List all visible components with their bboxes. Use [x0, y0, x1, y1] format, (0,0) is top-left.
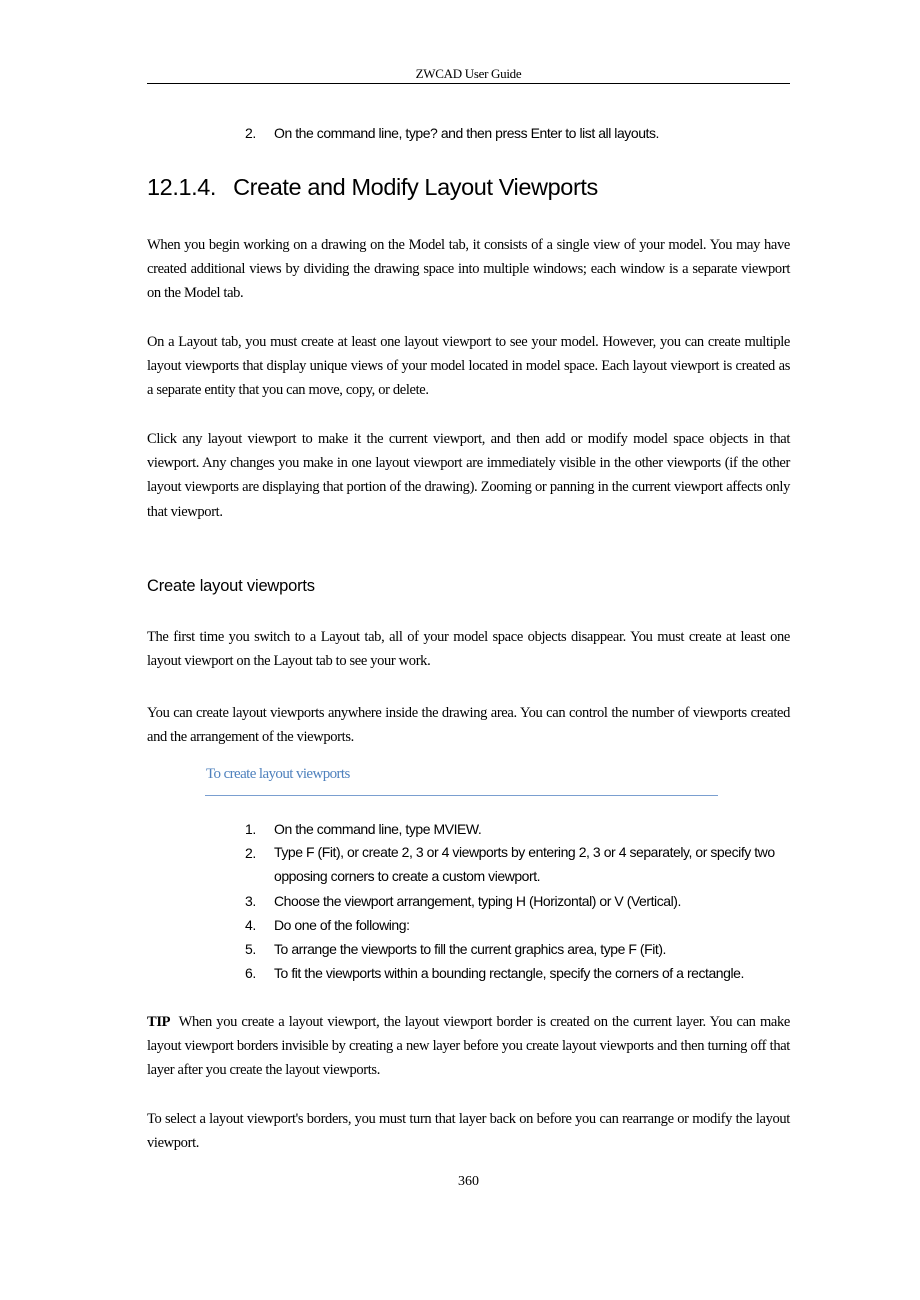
procedure-step	[245, 889, 805, 913]
step-number: 1.	[245, 821, 256, 837]
paragraph: The first time you switch to a Layout tab, all of your model space objects disappear. You must create at least one layout viewport on the Layout tab to see your work.	[147, 629, 790, 670]
paragraph: Click any layout viewport to make it the current viewport, and then add or modify model space objects in that viewport. Any changes you make in one layout viewport are immediately visible in the other viewports (if the other layout viewports are displaying that portion of the drawing). Zooming or panning in the current viewport affects only that viewport.	[147, 431, 790, 520]
step-number: 3.	[245, 893, 256, 909]
procedure-step	[245, 937, 805, 961]
step-number: 4.	[245, 917, 256, 933]
step-number: 2.	[245, 125, 256, 141]
step-number: 6.	[245, 965, 256, 981]
step-text: On the command line, type? and then press Enter to list all layouts.	[274, 125, 659, 141]
paragraph: To select a layout viewport's borders, you must turn that layer back on before you can rearrange or modify the layout viewport.	[147, 1111, 790, 1152]
tip-text: When you create a layout viewport, the layout viewport border is created on the current layer. You can make layout viewport borders invisible by creating a new layer before you create layout viewports and then turning off that layer after you create the layout viewports.	[147, 1014, 790, 1079]
procedure-step	[245, 913, 805, 937]
procedure-step	[245, 961, 805, 985]
step-number: 2.	[245, 845, 256, 861]
previous-step	[245, 121, 805, 145]
paragraph: On a Layout tab, you must create at least one layout viewport to see your model. However, you can create multiple layout viewports that display unique views of your model located in model space. Each layout viewport is created as a separate entity that you can move, copy, or delete.	[147, 334, 790, 399]
step-text: To arrange the viewports to fill the current graphics area, type F (Fit).	[274, 941, 666, 957]
tip-paragraph	[147, 1010, 790, 1083]
step-text: Type F (Fit), or create 2, 3 or 4 viewports by entering 2, 3 or 4 separately, or specify two opposing corners to create a custom viewport.	[274, 844, 775, 884]
step-text: Do one of the following:	[274, 917, 410, 933]
header-rule	[147, 83, 790, 84]
step-text: On the command line, type MVIEW.	[274, 821, 482, 837]
subsection-heading: Create layout viewports	[147, 577, 315, 595]
paragraph: When you begin working on a drawing on the Model tab, it consists of a single view of your model. You may have created additional views by dividing the drawing space into multiple windows; each window is a separate viewport on the Model tab.	[147, 237, 790, 302]
step-text: To fit the viewports within a bounding rectangle, specify the corners of a rectangle.	[274, 965, 744, 981]
step-number: 5.	[245, 941, 256, 957]
procedure-title: To create layout viewports	[206, 766, 350, 782]
page-header: ZWCAD User Guide	[415, 66, 522, 81]
step-text: Choose the viewport arrangement, typing H (Horizontal) or V (Vertical).	[274, 893, 681, 909]
section-number: 12.1.4.	[147, 174, 217, 200]
tip-label: TIP	[147, 1014, 171, 1030]
paragraph: You can create layout viewports anywhere inside the drawing area. You can control the number of viewports created and the arrangement of the viewports.	[147, 705, 790, 746]
procedure-rule	[205, 795, 718, 796]
section-heading	[147, 174, 598, 201]
section-title: Create and Modify Layout Viewports	[233, 174, 598, 200]
page-number: 360	[458, 1174, 479, 1189]
procedure-step	[245, 841, 805, 889]
procedure-step	[245, 817, 805, 841]
